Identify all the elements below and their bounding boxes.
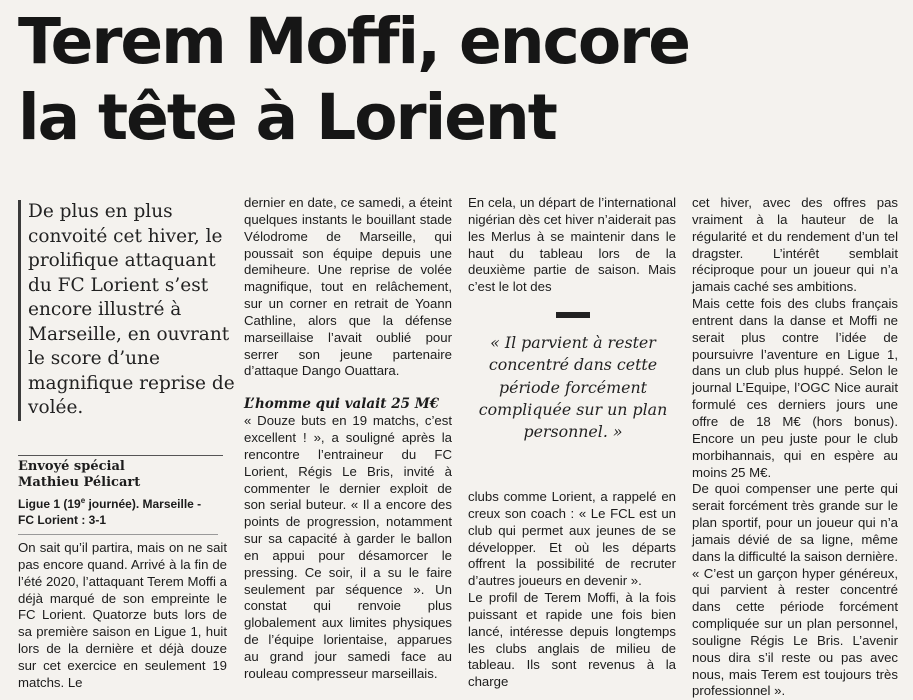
byline-label: Envoyé spécial [18, 459, 125, 474]
byline-author: Mathieu Pélicart [18, 475, 141, 490]
col2-paragraph-1: dernier en date, ce samedi, a éteint quelques instants le bouillant stade Vélodrome de Marseille, qui poussait son équipe depuis une demiheure. Une reprise de volée magnifique, tout en relâchement, sur un corner en retrait de Yoann Cathline, alors que la défense marseillaise l’avait oublié pour serrer son jeune partenaire d’attaque Dango Ouattara. [244, 195, 452, 379]
col3-paragraph-1: En cela, un départ de l’international nigérian dès cet hiver n’aiderait pas les Merlus à se maintenir dans le haut du tableau lors de la deuxième partie de saison. Mais c’est le lot des [468, 195, 676, 295]
byline [18, 455, 223, 491]
pull-quote [476, 312, 670, 443]
lede: De plus en plus convoité cet hiver, le prolifique attaquant du FC Lorient s’est encore illustré à Marseille, en ouvrant le score d’une magnifique reprise de volée. [18, 200, 238, 421]
col3-paragraph-2: clubs comme Lorient, a rappelé en creux son coach : « Le FCL est un club qui permet aux jeunes de se développer. Et où les départs offrent la possibilité de recruter d’autres joueurs en devenir ». [468, 489, 676, 589]
col4-paragraph-3: De quoi compenser une perte qui serait forcément très grande sur le plan sportif, pour un joueur qui n’a jamais dévié de sa ligne, même dans la difficulté la saison dernière. « C’est un garçon hyper généreux, qui parvient à rester concentré dans cette période forcément compliquée sur un plan personnel, souligne Régis Le Bris. L’avenir nous dira s’il reste ou pas avec nous, mais Terem est toujours très professionnel ». [692, 481, 898, 699]
match-divider [18, 534, 218, 535]
col3-paragraph-3: Le profil de Terem Moffi, à la fois puissant et rapide une fois bien lancé, intéresse depuis longtemps les clubs anglais de milieu de tableau. Ils sont revenus à la charge [468, 590, 676, 690]
headline [18, 4, 908, 156]
col2-subhead: L’homme qui valait 25 M€ [244, 396, 440, 413]
column-3 [468, 195, 676, 296]
match-info [18, 493, 218, 535]
quote-dash [556, 312, 590, 318]
col2-paragraph-2: « Douze buts en 19 matchs, c’est excellent ! », a souligné après la rencontre l’entraineur du FC Lorient, Régis Le Bris, invité à commenter le dernier exploit de son serial buteur. « Il a encore des points de progression, notamment sur sa capacité à garder le ballon en appui pour désamorcer le pressing. Ce soir, il a su le faire seulement par séquence ». Un constat qui renvoie plus globalement aux limites physiques de l’équipe lorientaise, apparues au grand jour samedi face au rouleau compresseur marseillais. [244, 413, 452, 681]
headline-line-1: Terem Moffi, encore [18, 5, 689, 78]
column-2 [244, 195, 452, 683]
match-line-1 [18, 493, 218, 512]
col4-paragraph-1: cet hiver, avec des offres pas vraiment à la hauteur de la régularité et du rendement d’un tel dragster. L’intérêt semblait réciproque pour un joueur qui n’a jamais caché ses ambitions. [692, 195, 898, 295]
headline-line-2: la tête à Lorient [18, 81, 556, 154]
quote-text: « Il parvient à rester concentré dans cette période forcément compliquée sur un plan personnel. » [478, 333, 668, 442]
col1-paragraph-1: On sait qu’il partira, mais on ne sait pas encore quand. Arrivé à la fin de l’été 2020, l’attaquant Terem Moffi a déjà marqué de son empreinte le FC Lorient. Quatorze buts lors de sa première saison en Ligue 1, huit lors de la dernière et déjà douze sur cet exercice en seulement 19 matchs. Le [18, 540, 227, 690]
match-line-1-after: journée). Marseille - [85, 497, 202, 511]
col4-paragraph-2: Mais cette fois des clubs français entrent dans la danse et Moffi ne serait plus contre l’idée de poursuivre l’aventure en Ligue 1, dans un club plus huppé. Selon le journal L’Equipe, l’OGC Nice aurait formulé ces derniers jours une offre de 18 M€ (hors bonus). Encore un peu juste pour le club morbihannais, qui en espère au moins 25 M€. [692, 296, 898, 480]
match-line-1-sup: e [80, 496, 86, 505]
column-3-continued [468, 489, 676, 691]
column-4 [692, 195, 898, 700]
match-line-1-before: Ligue 1 (19 [18, 497, 81, 511]
column-1 [18, 540, 227, 692]
match-line-2: FC Lorient : 3-1 [18, 513, 107, 527]
